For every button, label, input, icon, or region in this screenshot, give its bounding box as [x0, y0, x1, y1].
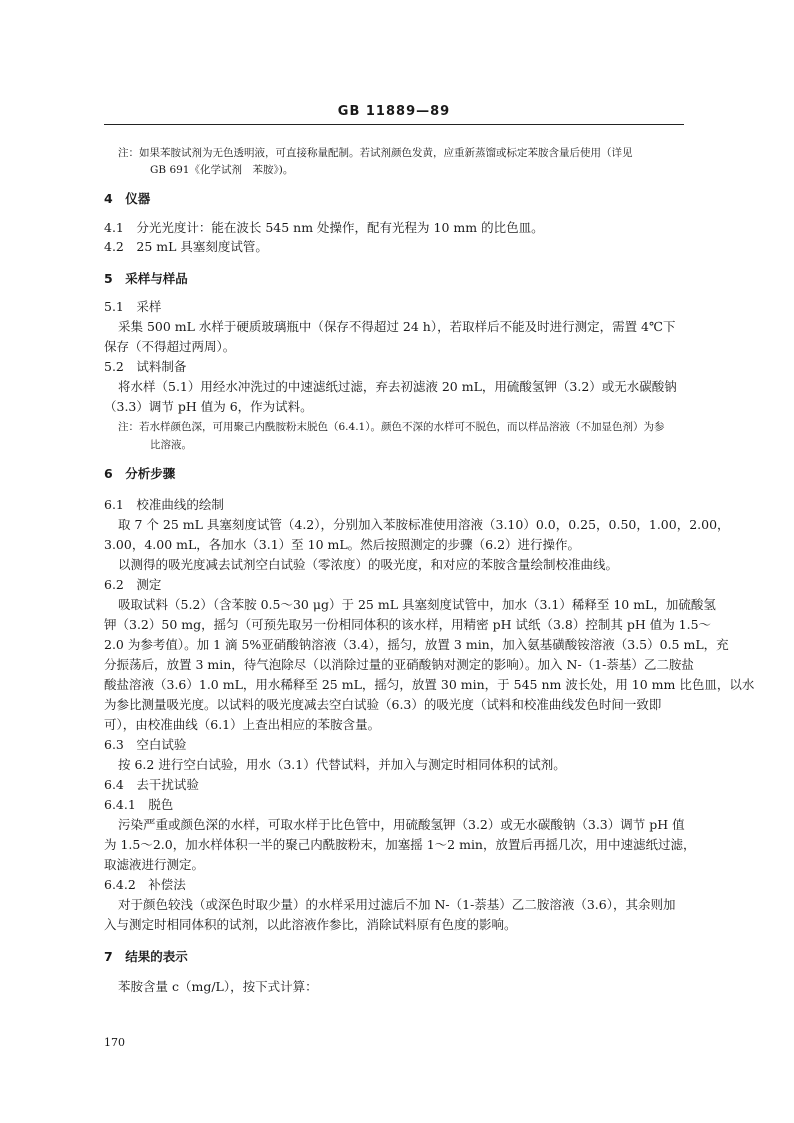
- note-line: 注：如果苯胺试剂为无色透明液，可直接称量配制。若试剂颜色发黄，应重新蒸馏或标定苯胺含量后使用（详见: [118, 147, 633, 159]
- paragraph-line: 对于颜色较浅（或深色时取少量）的水样采用过滤后不加 N-（1-萘基）乙二胺溶液（3.6），其余则加: [118, 897, 676, 912]
- section-heading: 6 分析步骤: [104, 466, 176, 481]
- paragraph-line: 污染严重或颜色深的水样，可取水样于比色管中，用硫酸氢钾（3.2）或无水碳酸钠（3.3）调节 pH 值: [118, 817, 685, 832]
- subsection-line: 4.2 25 mL 具塞刻度试管。: [104, 239, 268, 254]
- subsection-heading: 6.1 校准曲线的绘制: [104, 497, 224, 512]
- subsection-heading: 6.4 去干扰试验: [104, 777, 199, 792]
- note-line: 比溶液。: [150, 439, 192, 451]
- section-heading: 5 采样与样品: [104, 271, 188, 286]
- subsection-line: 4.1 分光光度计：能在波长 545 nm 处操作，配有光程为 10 mm 的比色皿。: [104, 220, 544, 235]
- section-heading: 4 仪器: [104, 191, 151, 206]
- paragraph-line: 苯胺含量 c（mg/L），按下式计算：: [118, 979, 318, 994]
- paragraph-line: 吸取试料（5.2）（含苯胺 0.5～30 μg）于 25 mL 具塞刻度试管中，加水（3.1）稀释至 10 mL，加硫酸氢: [118, 597, 716, 612]
- paragraph-line: 采集 500 mL 水样于硬质玻璃瓶中（保存不得超过 24 h），若取样后不能及时进行测定，需置 4℃下: [118, 319, 676, 334]
- paragraph-line: 取滤液进行测定。: [104, 857, 205, 872]
- section-heading: 7 结果的表示: [104, 949, 188, 964]
- subsection-heading: 5.1 采样: [104, 299, 162, 314]
- header-rule: [104, 124, 684, 125]
- paragraph-line: 可），由校准曲线（6.1）上查出相应的苯胺含量。: [104, 717, 381, 732]
- paragraph-line: 为参比测量吸光度。以试料的吸光度减去空白试验（6.3）的吸光度（试料和校准曲线发色时间一致即: [104, 697, 662, 712]
- paragraph-line: 2.0 为参考值）。加 1 滴 5%亚硝酸钠溶液（3.4），摇匀，放置 3 min，加入氨基磺酸铵溶液（3.5）0.5 mL，充: [104, 637, 729, 652]
- note-line: 注：若水样颜色深，可用聚己内酰胺粉末脱色（6.4.1）。颜色不深的水样可不脱色，而以样品溶液（不加显色剂）为参: [118, 421, 665, 433]
- note-line: GB 691《化学试剂 苯胺》)。: [150, 164, 294, 176]
- paragraph-line: 将水样（5.1）用经水冲洗过的中速滤纸过滤，弃去初滤液 20 mL，用硫酸氢钾（3.2）或无水碳酸钠: [118, 379, 677, 394]
- paragraph-line: 3.00，4.00 mL，各加水（3.1）至 10 mL。然后按照测定的步骤（6.2）进行操作。: [104, 537, 581, 552]
- subsection-heading: 6.4.1 脱色: [104, 797, 174, 812]
- paragraph-line: （3.3）调节 pH 值为 6，作为试料。: [104, 399, 313, 414]
- paragraph-line: 取 7 个 25 mL 具塞刻度试管（4.2），分别加入苯胺标准使用溶液（3.10）0.0，0.25，0.50，1.00，2.00，: [118, 517, 730, 532]
- paragraph-line: 保存（不得超过两周）。: [104, 339, 236, 354]
- paragraph-line: 分振荡后，放置 3 min，待气泡除尽（以消除过量的亚硝酸钠对测定的影响）。加入 N-（1-萘基）乙二胺盐: [104, 657, 694, 672]
- subsection-heading: 6.4.2 补偿法: [104, 877, 186, 892]
- paragraph-line: 为 1.5～2.0，加水样体积一半的聚己内酰胺粉末，加塞摇 1～2 min，放置后再摇几次，用中速滤纸过滤，: [104, 837, 696, 852]
- page-number: 170: [104, 1036, 125, 1049]
- paragraph-line: 入与测定时相同体积的试剂，以此溶液作参比，消除试料原有色度的影响。: [104, 917, 517, 932]
- paragraph-line: 以测得的吸光度减去试剂空白试验（零浓度）的吸光度，和对应的苯胺含量绘制校准曲线。: [118, 557, 619, 572]
- paragraph-line: 酸盐溶液（3.6）1.0 mL，用水稀释至 25 mL，摇匀，放置 30 min，于 545 nm 波长处，用 10 mm 比色皿，以水: [104, 677, 755, 692]
- subsection-heading: 5.2 试料制备: [104, 359, 187, 374]
- paragraph-line: 钾（3.2）50 mg，摇匀（可预先取另一份相同体积的该水样，用精密 pH 试纸（3.8）控制其 pH 值为 1.5～: [104, 617, 712, 632]
- subsection-heading: 6.3 空白试验: [104, 737, 187, 752]
- paragraph-line: 按 6.2 进行空白试验，用水（3.1）代替试料，并加入与测定时相同体积的试剂。: [118, 757, 566, 772]
- subsection-heading: 6.2 测定: [104, 577, 162, 592]
- standard-code-header: GB 11889—89: [337, 104, 451, 119]
